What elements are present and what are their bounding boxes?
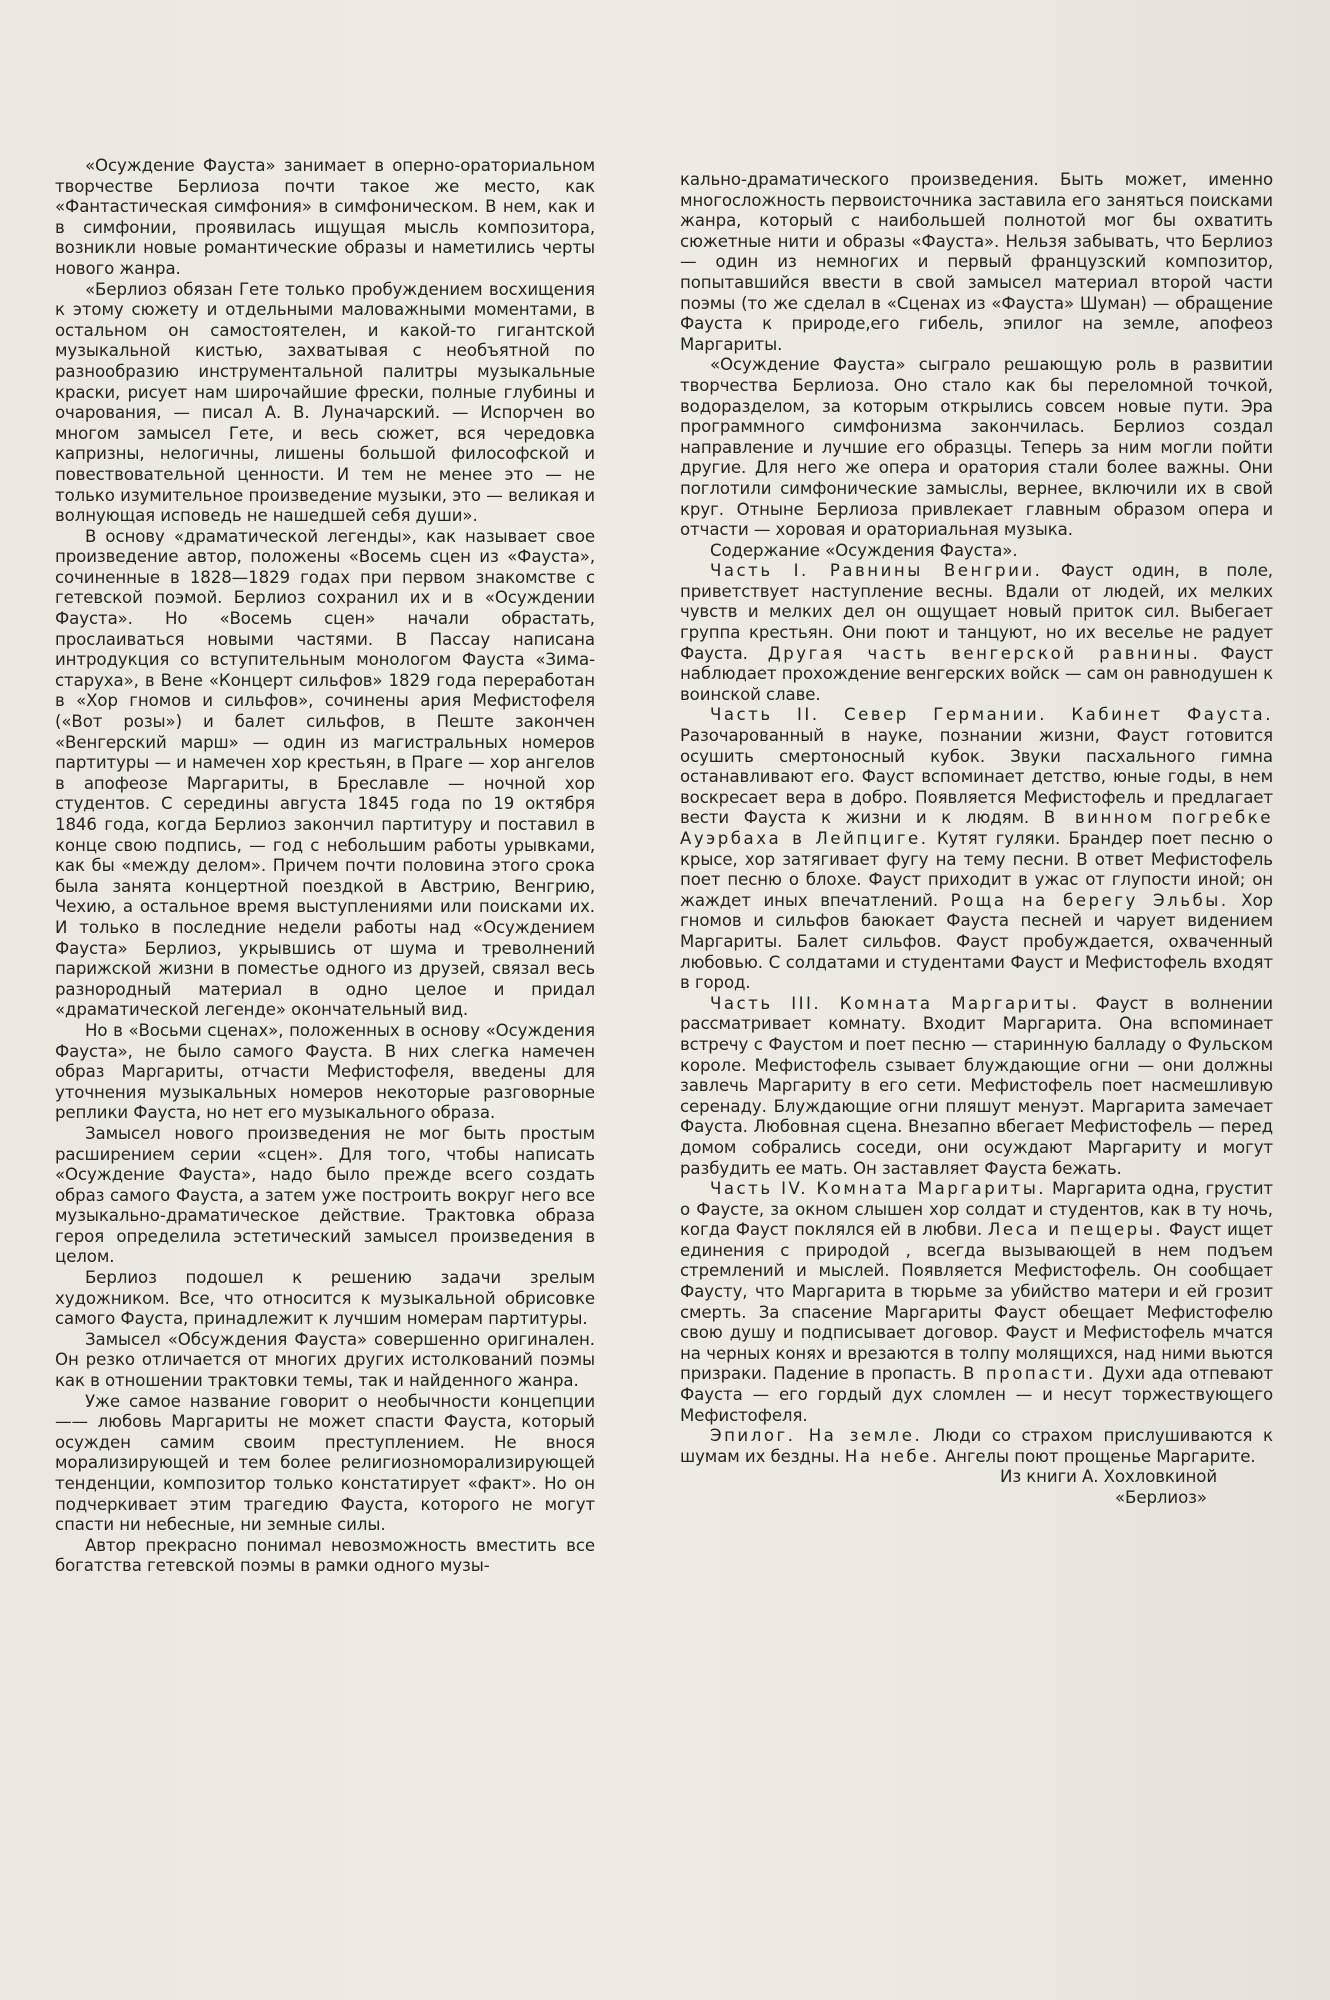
synopsis-part-2 xyxy=(680,705,1273,993)
part-title: Часть I. Равнины Венгрии. xyxy=(710,561,1043,581)
attribution-book: Из книги А. Хохловкиной xyxy=(1000,1467,1218,1487)
synopsis-part-4 xyxy=(680,1179,1273,1426)
paragraph: Уже самое название говорит о необычности концепции —— любовь Маргариты не может спасти Фауста, который осужден самим своим преступлением. Не внося морализирующей и тем более религиозноморализирующей тенденции, композитор только констатирует «факт». Но он подчеркивает этим трагедию Фауста, которого не могут спасти ни небесные, ни земные силы. xyxy=(55,1391,595,1535)
scene-title: Роща на берегу Эльбы. xyxy=(950,890,1229,910)
source-attribution xyxy=(680,1467,1273,1508)
synopsis-part-3 xyxy=(680,994,1273,1179)
part-text: Фауст один, в поле, приветствует наступление весны. Вдали от людей, их мелких чувств и мелких дел он ощущает новый приток сил. Выбегает группа крестьян. Они поют и танцуют, но их веселье не радует Фауста. xyxy=(680,561,1273,663)
part-text: Кутят гуляки. Брандер поет песню о крысе, хор затягивает фугу на тему песни. В ответ Мефистофель поет песню о блохе. Фауст приходит в ужас от глупости иной; он жаждет иных впечатлений. xyxy=(680,829,1273,910)
synopsis-part-1 xyxy=(680,561,1273,705)
paragraph: Автор прекрасно понимал невозможность вместить все богатства гетевской поэмы в рамки одного музы- xyxy=(55,1535,595,1576)
part-text: Фауст наблюдает прохождение венгерских войск — сам он равнодушен к воинской славе. xyxy=(680,643,1273,704)
paragraph: В основу «драматической легенды», как называет свое произведение автор, положены «Восемь сцен из «Фауста», сочиненные в 1828—1829 годах при первом знакомстве с гетевской поэмой. Берлиоз сохранил их и в «Осуждении Фауста». Но «Восемь сцен» начали обрастать, прослаиваться новыми частями. В Пассау написана интродукция со вступительным монологом Фауста «Зима-старуха», в Вене «Концерт сильфов» 1829 года переработан в «Хор гномов и сильфов», сочинены ария Мефистофеля («Вот розы») и балет сильфов, в Пеште закончен «Венгерский марш» — один из магистральных номеров партитуры — и намечен хор крестьян, в Праге — хор ангелов в апофеозе Маргариты, в Бреславле — ночной хор студентов. С середины августа 1845 года по 19 октября 1846 года, когда Берлиоз закончил партитуру и поставил в конце свою подпись, — год с небольшим работы урывками, как бы «между делом». Причем почти половина этого срока была занята концертной поездкой в Австрию, Венгрию, Чехию, а остальное время выступлениями или поисками их. И только в последние недели работы над «Осуждением Фауста» Берлиоз, укрывшись от шума и треволнений парижской жизни в поместье одного из друзей, связал весь разнородный материал в одно целое и придал «драматической легенде» окончательный вид. xyxy=(55,526,595,1020)
scene-title: Леса и пещеры. xyxy=(987,1220,1164,1240)
part-text: Духи ада отпевают Фауста — его гордый дух сломлен — и несут торжествующего Мефистофеля. xyxy=(680,1364,1273,1425)
paragraph: Берлиоз подошел к решению задачи зрелым художником. Все, что относится к музыкальной обрисовке самого Фауста, принадлежит к лучшим номерам партитуры. xyxy=(55,1268,595,1329)
part-text: Ангелы поют прощенье Маргарите. xyxy=(944,1446,1256,1466)
part-text: Маргарита одна, грустит о Фаусте, за окном слышен хор солдат и студентов, как в ту ночь, когда Фауст поклялся ей в любви. xyxy=(680,1179,1273,1240)
scene-title: Другая часть венгерской равнины. xyxy=(767,643,1201,663)
part-text: Хор гномов и сильфов баюкает Фауста песней и чарует видением Маргариты. Балет сильфов. Фауст пробуждается, охваченный любовью. С солдатами и студентами Фауст и Мефистофель входят в город. xyxy=(680,890,1273,993)
paragraph: «Берлиоз обязан Гете только пробуждением восхищения к этому сюжету и отдельными маловажными моментами, в остальном он самостоятелен, и какой-то гигантской музыкальной кистью, захватывая с необъятной по разнообразию инструментальной палитры музыкальные краски, рисует нам широчайшие фрески, полные глубины и очарования, — писал А. В. Луначарский. — Испорчен во многом замысел Гете, и весь сюжет, вся чередовка капризны, нелогичны, лишены большой философской и повествовательной ценности. И тем не менее это — не только изумительное произведение музыки, это — великая и волнующая исповедь не нашедшей себя души». xyxy=(55,279,595,526)
synopsis-epilog xyxy=(680,1426,1273,1467)
part-title: Часть IV. Комната Маргариты. xyxy=(710,1179,1047,1199)
paragraph: Замысел «Обсуждения Фауста» совершенно оригинален. Он резко отличается от многих других истолкований поэмы как в отношении трактовки темы, так и найденного жанра. xyxy=(55,1329,595,1391)
attribution-title: «Берлиоз» xyxy=(1115,1488,1207,1507)
part-text: Разочарованный в науке, познании жизни, Фауст готовится осушить смертоносный кубок. Звуки пасхального гимна останавливают его. Фауст вспоминает детство, юные годы, в нем воскресает вера в добро. Появляется Мефистофель и предлагает вести Фауста к жизни и к людям. xyxy=(680,726,1273,828)
part-title: Часть III. Комната Маргариты. xyxy=(710,993,1080,1013)
paragraph: «Осуждение Фауста» занимает в оперно-ораториальном творчестве Берлиоза почти такое же место, как «Фантастическая симфония» в симфоническом. В нем, как и в симфонии, проявилась ищущая мысль композитора, возникли новые романтические образы и наметились черты нового жанра. xyxy=(55,156,595,278)
part-text: Фауст ищет единения с природой , всегда вызывающей в нем подъем стремлений и мыслей. Появляется Мефистофель. Он сообщает Фаусту, что Маргарита в тюрьме за убийство матери и ей грозит смерть. За спасение Маргариты Фауст обещает Мефистофелю свою душу и подписывает договор. Фауст и Мефистофель мчатся на черных конях и врезаются в толпу молящихся, над ними вьются призраки. Падение в пропасть. xyxy=(680,1220,1273,1384)
left-text-column xyxy=(55,156,595,1577)
continued-paragraph: кально-драматического произведения. Быть может, именно многосложность первоисточника заставила его заняться поисками жанра, который с наибольшей полнотой мог бы охватить сюжетные нити и образы «Фауста». Нельзя забывать, что Берлиоз — один из немногих и первый французский композитор, попытавшийся ввести в свой замысел материал второй части поэмы (то же сделал в «Сценах из «Фауста» Шуман) — обращение Фауста к природе,его гибель, эпилог на земле, апофеоз Маргариты. xyxy=(680,170,1273,354)
scene-title: В винном погребке Ауэрбаха в Лейпциге. xyxy=(680,808,1273,848)
paragraph: Но в «Восьми сценах», положенных в основу «Осуждения Фауста», не было самого Фауста. В них слегка намечен образ Маргариты, отчасти Мефистофеля, введены для уточнения музыкальных номеров некоторые разговорные реплики Фауста, но нет его музыкального образа. xyxy=(55,1020,595,1123)
contents-heading: Содержание «Осуждения Фауста». xyxy=(710,540,1018,560)
part-text: Люди со страхом прислушиваются к шумам их бездны. xyxy=(680,1426,1273,1466)
part-title: Эпилог. На земле. xyxy=(710,1426,923,1446)
part-text: Фауст в волнении рассматривает комнату. Входит Маргарита. Она вспоминает встречу с Фаустом и поет песню — старинную балладу о Фульском короле. Мефистофель сзывает блуждающие огни — они должны завлечь Маргариту в его сети. Мефистофель поет насмешливую серенаду. Блуждающие огни пляшут менуэт. Маргарита замечает Фауста. Любовная сцена. Внезапно вбегает Мефистофель — перед домом собрались соседи, они осуждают Маргариту и могут разбудить ее мать. Он заставляет Фауста бежать. xyxy=(680,993,1273,1178)
scene-title: На небе. xyxy=(844,1446,940,1466)
scene-title: В пропасти. xyxy=(962,1364,1096,1384)
part-title: Часть II. Север Германии. Кабинет Фауста. xyxy=(710,705,1273,725)
paragraph: «Осуждение Фауста» сыграло решающую роль в развитии творчества Берлиоза. Оно стало как бы переломной точкой, водоразделом, за которым открылись совсем новые пути. Эра программного симфонизма закончилась. Берлиоз создал направление и лучшие его образцы. Теперь за ним могли пойти другие. Для него же опера и оратория стали более важны. Они поглотили симфонические замыслы, вернее, включили их в свой круг. Отныне Берлиоза привлекает главным образом опера и отчасти — хоровая и ораториальная музыка. xyxy=(680,355,1273,540)
paragraph: Замысел нового произведения не мог быть простым расширением серии «сцен». Для того, чтобы написать «Осуждение Фауста», надо было прежде всего создать образ самого Фауста, а затем уже построить вокруг него все музыкально-драматическое действие. Трактовка образа героя определила эстетический замысел произведения в целом. xyxy=(55,1123,595,1267)
right-text-column xyxy=(680,170,1273,1509)
